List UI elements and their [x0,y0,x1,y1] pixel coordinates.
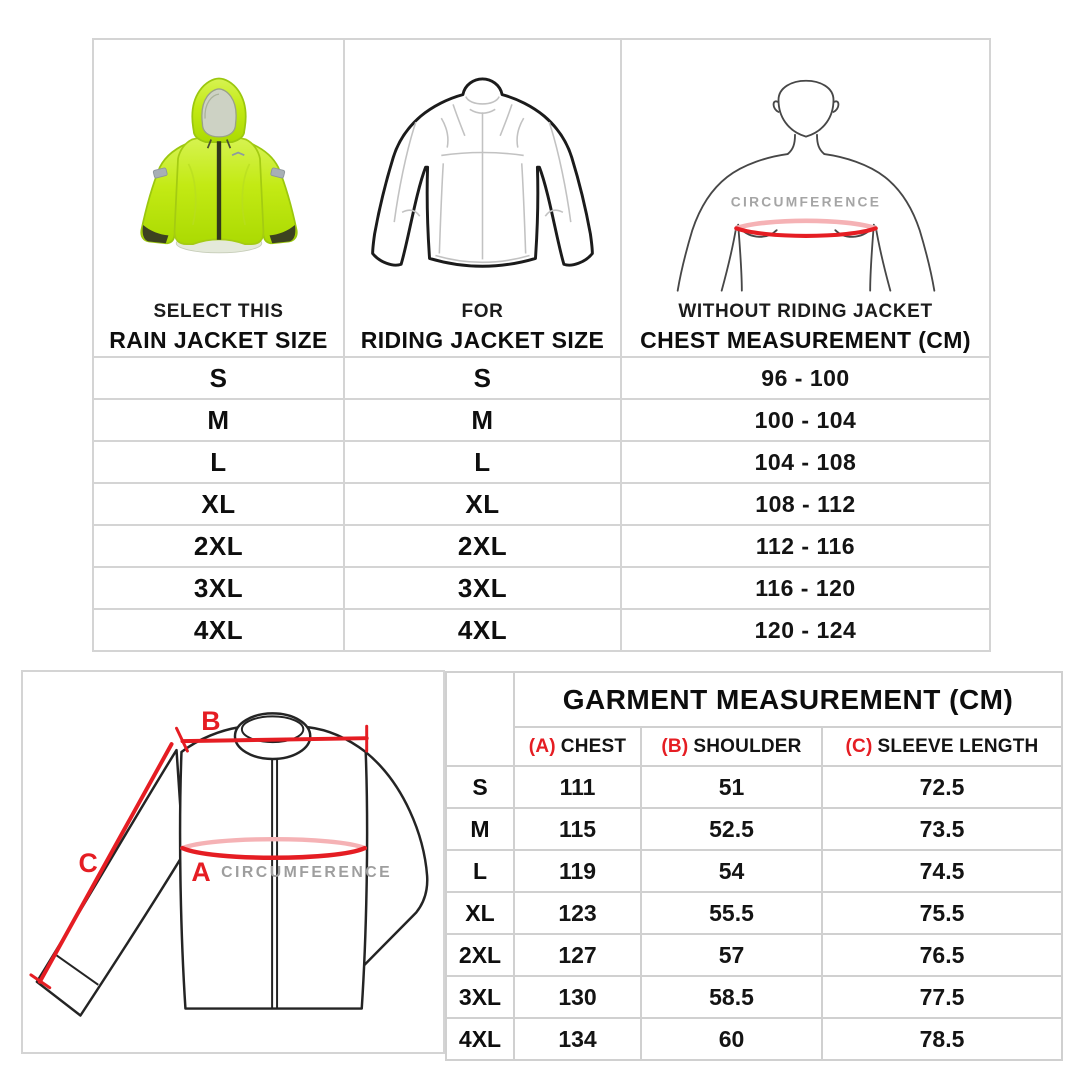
chest-range-cell: 104 - 108 [621,441,990,483]
chest-label: CHEST [560,735,627,757]
column-caption-bottom: RIDING JACKET SIZE [360,326,605,353]
garment-measurement-diagram [21,670,445,1054]
garment-size-cell: M [446,808,514,850]
garment-sleeve-cell: 77.5 [822,976,1062,1018]
garment-chest-cell: 123 [514,892,641,934]
garment-row [446,850,1062,892]
torso-line-art [641,61,971,293]
rain-jacket-image [110,58,328,296]
rain-size-cell: 4XL [93,609,344,651]
riding-jacket-figure [345,40,620,300]
measure-a-label: A [191,856,211,887]
size-row [93,441,990,483]
chest-measurement-figure [622,40,989,300]
column-caption-top: WITHOUT RIDING JACKET [678,301,933,322]
garment-empty-cell [446,672,514,766]
garment-table-title: GARMENT MEASUREMENT (CM) [514,672,1062,727]
chest-range-cell: 108 - 112 [621,483,990,525]
garment-row [446,1018,1062,1060]
garment-header-row [446,727,1062,766]
size-row [93,483,990,525]
size-table-header-row [93,39,990,357]
garment-shoulder-cell: 57 [641,934,822,976]
garment-size-cell: S [446,766,514,808]
riding-size-cell: S [344,357,621,399]
garment-sleeve-cell: 74.5 [822,850,1062,892]
size-row [93,525,990,567]
garment-sleeve-cell: 72.5 [822,766,1062,808]
chest-letter: (A) [528,735,556,757]
garment-size-cell: XL [446,892,514,934]
measured-jacket-line-art [23,672,439,1048]
chest-column-header [514,727,641,766]
riding-size-cell: XL [344,483,621,525]
column-caption-bottom: RAIN JACKET SIZE [109,326,328,353]
garment-shoulder-cell: 58.5 [641,976,822,1018]
garment-title-row [446,672,1062,727]
garment-row [446,808,1062,850]
garment-measurement-table [445,671,1063,1061]
column-caption-top: FOR [461,301,504,322]
rain-size-cell: 3XL [93,567,344,609]
garment-sleeve-cell: 73.5 [822,808,1062,850]
garment-chest-cell: 130 [514,976,641,1018]
garment-shoulder-cell: 60 [641,1018,822,1060]
riding-size-cell: L [344,441,621,483]
garment-size-cell: 4XL [446,1018,514,1060]
garment-chest-cell: 134 [514,1018,641,1060]
garment-shoulder-cell: 52.5 [641,808,822,850]
rain-size-cell: M [93,399,344,441]
rain-size-cell: L [93,441,344,483]
sleeve-label: SLEEVE LENGTH [877,735,1039,757]
rain-jacket-size-table [92,38,991,652]
size-row [93,609,990,651]
size-row [93,567,990,609]
riding-size-cell: M [344,399,621,441]
shoulder-letter: (B) [661,735,689,757]
rain-jacket-figure [94,40,343,300]
garment-row [446,766,1062,808]
size-row [93,399,990,441]
shoulder-column-header [641,727,822,766]
column-caption-bottom: CHEST MEASUREMENT (CM) [640,326,971,353]
garment-size-cell: L [446,850,514,892]
garment-size-cell: 2XL [446,934,514,976]
riding-size-cell: 4XL [344,609,621,651]
riding-size-cell: 2XL [344,525,621,567]
chest-range-cell: 112 - 116 [621,525,990,567]
sleeve-column-header [822,727,1062,766]
riding-jacket-header-cell [344,39,621,357]
rain-size-cell: XL [93,483,344,525]
measure-c-label: C [78,847,98,878]
rain-jacket-header-cell [93,39,344,357]
chest-measurement-header-cell [621,39,990,357]
chest-range-cell: 116 - 120 [621,567,990,609]
riding-jacket-line-art [355,65,610,289]
garment-shoulder-cell: 55.5 [641,892,822,934]
garment-row [446,934,1062,976]
size-row [93,357,990,399]
garment-chest-cell: 115 [514,808,641,850]
rain-size-cell: S [93,357,344,399]
column-caption-top: SELECT THIS [153,301,284,322]
garment-sleeve-cell: 78.5 [822,1018,1062,1060]
garment-shoulder-cell: 54 [641,850,822,892]
shoulder-label: SHOULDER [693,735,802,757]
chest-range-cell: 120 - 124 [621,609,990,651]
chest-range-cell: 100 - 104 [621,399,990,441]
circumference-label: CIRCUMFERENCE [730,194,881,210]
garment-size-cell: 3XL [446,976,514,1018]
circumference-label: CIRCUMFERENCE [221,863,393,881]
garment-sleeve-cell: 75.5 [822,892,1062,934]
garment-row [446,976,1062,1018]
rain-size-cell: 2XL [93,525,344,567]
garment-chest-cell: 111 [514,766,641,808]
chest-range-cell: 96 - 100 [621,357,990,399]
garment-shoulder-cell: 51 [641,766,822,808]
riding-size-cell: 3XL [344,567,621,609]
garment-chest-cell: 119 [514,850,641,892]
sleeve-letter: (C) [845,735,873,757]
measure-b-label: B [201,706,221,737]
garment-sleeve-cell: 76.5 [822,934,1062,976]
garment-row [446,892,1062,934]
garment-chest-cell: 127 [514,934,641,976]
